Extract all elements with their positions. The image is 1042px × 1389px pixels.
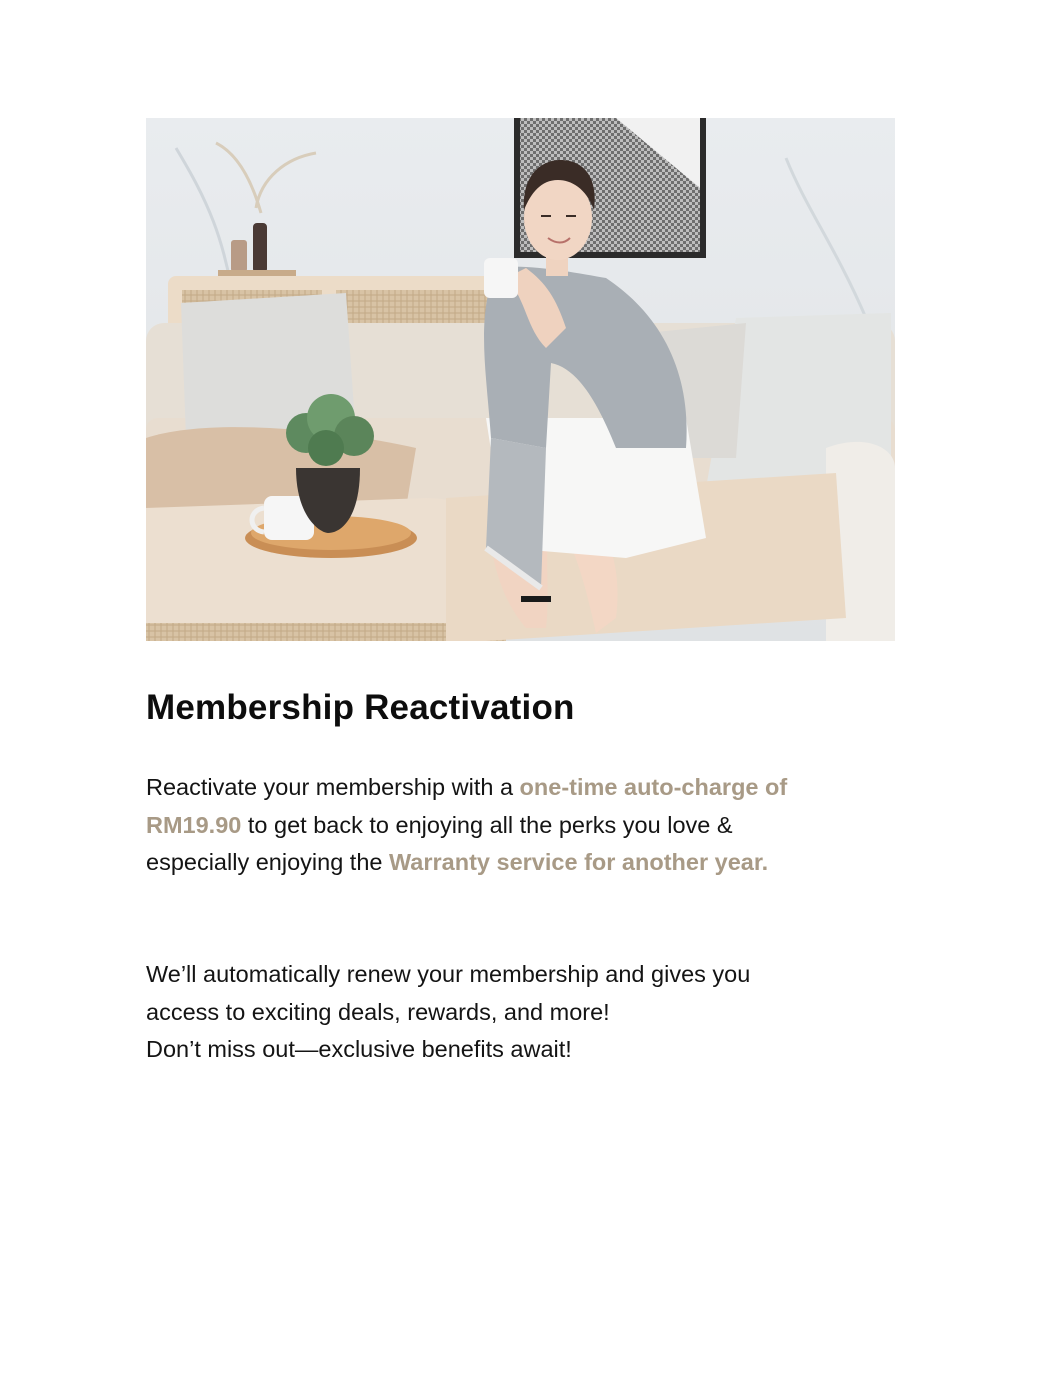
intro-paragraph — [146, 769, 806, 882]
lifestyle-photo-woman-on-sofa-icon — [146, 118, 895, 641]
benefits-text: Don’t miss out—exclusive benefits await! — [146, 1036, 572, 1062]
intro-text-part2: to get back to enjoying all the perks you love & especially enjoying the — [146, 811, 733, 875]
hero-image — [146, 118, 895, 641]
intro-text-part1: Reactivate your membership with a — [146, 774, 520, 800]
page-title: Membership Reactivation — [146, 688, 575, 727]
renewal-paragraph — [146, 956, 806, 1069]
renewal-text: We’ll automatically renew your membership and gives you access to exciting deals, rewards, and more! — [146, 961, 751, 1025]
warranty-highlight: Warranty service for another year. — [389, 849, 769, 875]
auto-charge-highlight: one-time auto-charge of RM19.90 — [146, 774, 788, 838]
